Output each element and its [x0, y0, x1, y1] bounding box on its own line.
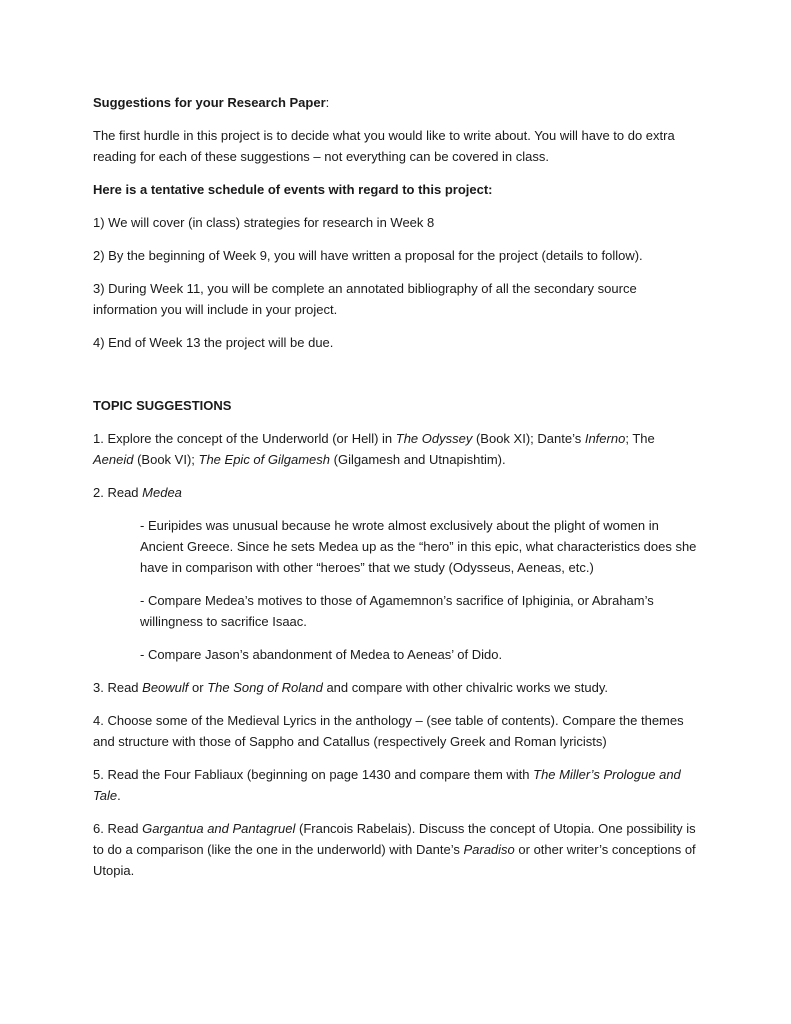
topic-1-text-a: 1. Explore the concept of the Underworld (or Hell) in — [93, 431, 396, 446]
topic-3 — [93, 677, 697, 698]
schedule-item-4: 4) End of Week 13 the project will be due. — [93, 335, 334, 350]
topic-1-text-b: (Book XI); Dante’s — [472, 431, 585, 446]
topic-5-text-b: . — [117, 788, 121, 803]
topic-2-sub-1: - Euripides was unusual because he wrote almost exclusively about the plight of women in Ancient Greece. Since he sets Medea up as the “hero” in this epic, what characteristics does she have in comparison with other “heroes” that we study (Odysseus, Aeneas, etc.) — [140, 518, 697, 575]
topic-1-text-e: (Gilgamesh and Utnapishtim). — [330, 452, 506, 467]
topic-6-title-gargantua: Gargantua and Pantagruel — [142, 821, 296, 836]
topic-3-text-a: 3. Read — [93, 680, 143, 695]
topic-3-title-roland: The Song of Roland — [207, 680, 323, 695]
topic-1-text-c: ; The — [625, 431, 655, 446]
topic-6-text-a: 6. Read — [93, 821, 143, 836]
topic-4: 4. Choose some of the Medieval Lyrics in the anthology – (see table of contents). Compare the themes and structure with those of Sappho and Catallus (respectively Greek and Roman lyricists) — [93, 713, 684, 749]
section-spacer — [93, 365, 697, 395]
topic-2-text: 2. Read — [93, 485, 143, 500]
topic-5-text-a: 5. Read the Four Fabliaux (beginning on page 1430 and compare them with — [93, 767, 534, 782]
topic-1-title-aeneid: Aeneid — [93, 452, 134, 467]
topic-6-text-c: or other writer’s conceptions of Utopia. — [93, 842, 696, 878]
topic-6-title-paradiso: Paradiso — [463, 842, 515, 857]
page-title-suffix: : — [325, 95, 330, 110]
topics-heading: TOPIC SUGGESTIONS — [93, 398, 232, 413]
intro-paragraph: The first hurdle in this project is to decide what you would like to write about. You will have to do extra reading for each of these suggestions – not everything can be covered in class. — [93, 128, 675, 164]
page-title-text: Suggestions for your Research Paper — [93, 95, 326, 110]
topic-5-title-millers-tale: The Miller’s Prologue and Tale — [93, 767, 681, 803]
topic-1-title-gilgamesh: The Epic of Gilgamesh — [198, 452, 331, 467]
topic-1 — [93, 428, 697, 470]
schedule-item-1: 1) We will cover (in class) strategies for research in Week 8 — [93, 215, 435, 230]
topic-2-sub-3: - Compare Jason’s abandonment of Medea to Aeneas’ of Dido. — [140, 647, 503, 662]
topic-3-text-b: or — [188, 680, 208, 695]
schedule-item-3: 3) During Week 11, you will be complete an annotated bibliography of all the secondary source information you will include in your project. — [93, 281, 637, 317]
topic-2-title-medea: Medea — [142, 485, 182, 500]
topic-6 — [93, 818, 697, 881]
topic-2-sub-2: - Compare Medea’s motives to those of Agamemnon’s sacrifice of Iphiginia, or Abraham’s willingness to sacrifice Isaac. — [140, 593, 654, 629]
document-body — [93, 92, 697, 893]
schedule-item-2: 2) By the beginning of Week 9, you will have written a proposal for the project (details to follow). — [93, 248, 643, 263]
topic-5 — [93, 764, 697, 806]
page-title — [93, 92, 697, 113]
topic-3-title-beowulf: Beowulf — [142, 680, 189, 695]
schedule-heading: Here is a tentative schedule of events with regard to this project: — [93, 182, 493, 197]
topic-6-text-b: (Francois Rabelais). Discuss the concept of Utopia. One possibility is to do a comparison (like the one in the underworld) with Dante’s — [93, 821, 696, 857]
topic-3-text-c: and compare with other chivalric works we study. — [322, 680, 608, 695]
topic-1-text-d: (Book VI); — [133, 452, 199, 467]
topic-1-title-inferno: Inferno — [584, 431, 626, 446]
topic-2 — [93, 482, 697, 503]
topic-1-title-odyssey: The Odyssey — [395, 431, 473, 446]
